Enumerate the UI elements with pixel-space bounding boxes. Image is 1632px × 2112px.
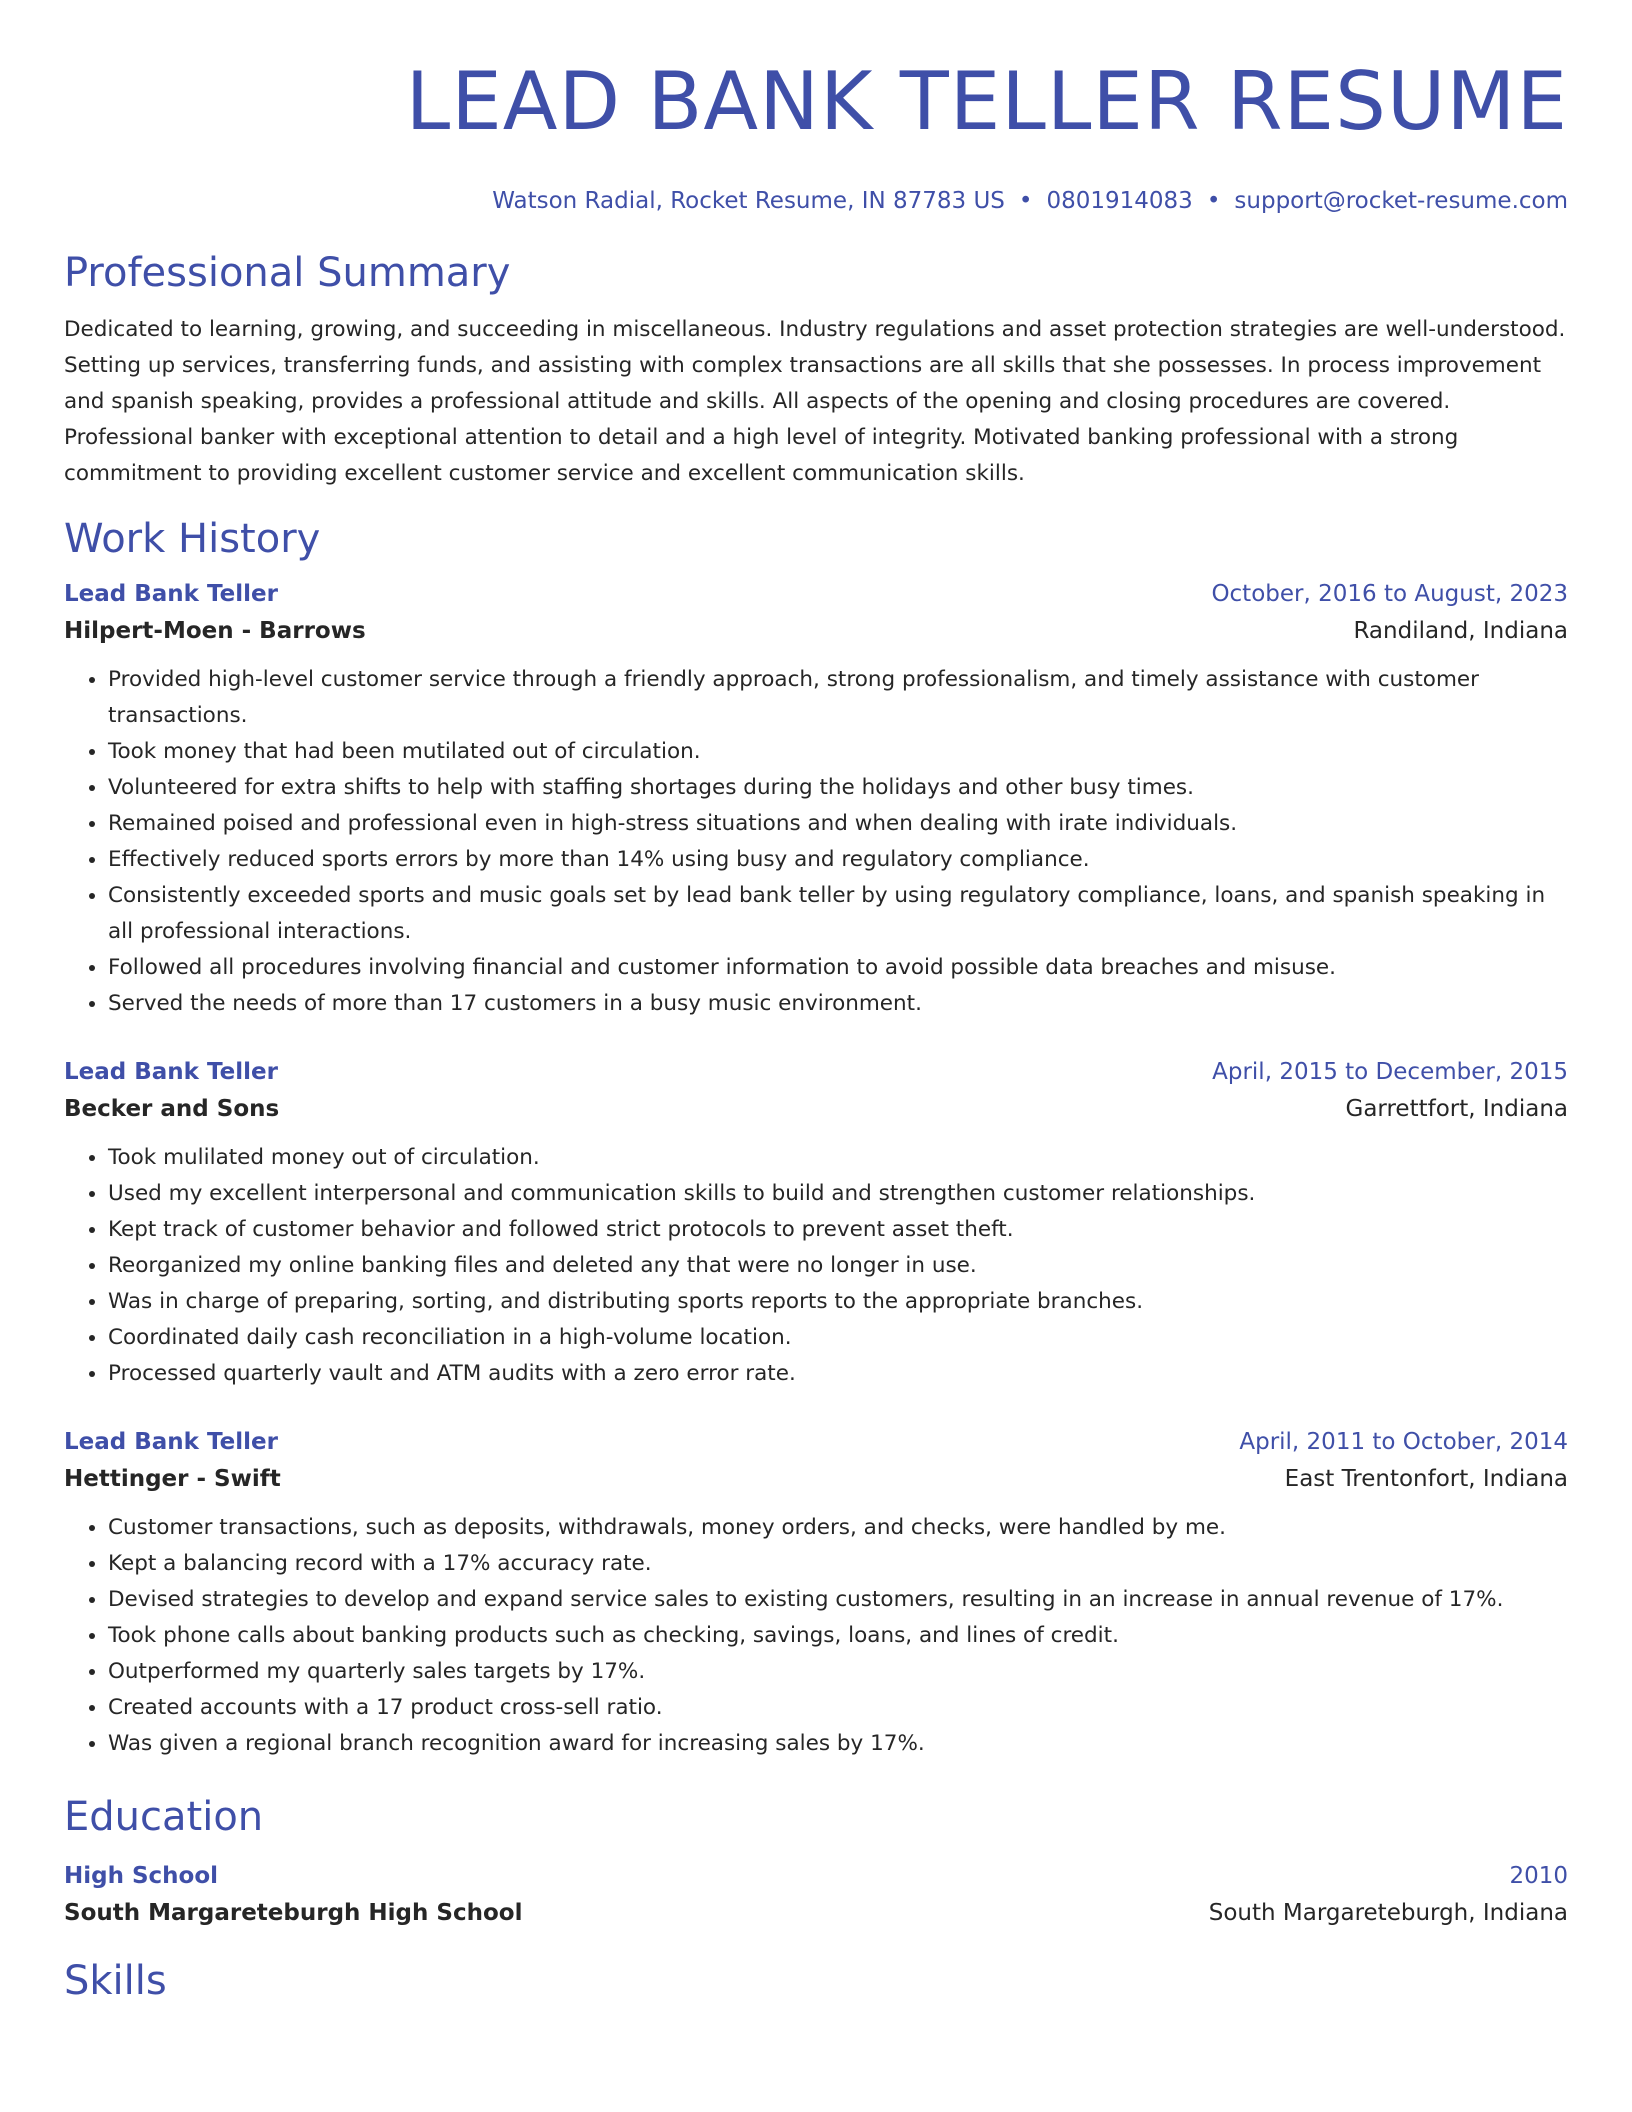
contact-separator: •	[1018, 188, 1033, 214]
section-heading-summary: Professional Summary	[64, 250, 511, 296]
section-heading-skills: Skills	[64, 1958, 167, 2004]
job-bullet: • Effectively reduced sports errors by more than 14% using busy and regulatory compliance.	[108, 842, 1568, 878]
summary-text: Dedicated to learning, growing, and succeeding in miscellaneous. Industry regulations and asset protection strategies are well-understood. Setting up services, transferring funds, and assisting with complex transactions are all skills that she possesses. In process improvement and spanish speaking, provides a professional attitude and skills. All aspects of the opening and closing procedures are covered. Professional banker with exceptional attention to detail and a high level of integrity. Motivated banking professional with a strong commitment to providing excellent customer service and excellent communication skills.	[64, 317, 1566, 486]
job-title: Lead Bank Teller	[64, 581, 278, 607]
job-bullet: • Outperformed my quarterly sales targets by 17%.	[108, 1654, 1568, 1690]
job-bullet: • Followed all procedures involving financial and customer information to avoid possible data breaches and misuse.	[108, 950, 1568, 986]
job-bullet: • Took phone calls about banking products such as checking, savings, loans, and lines of credit.	[108, 1618, 1568, 1654]
job-dates: April, 2011 to October, 2014	[1239, 1429, 1568, 1455]
job-bullet: • Customer transactions, such as deposits, withdrawals, money orders, and checks, were handled by me.	[108, 1510, 1568, 1546]
contact-email: support@rocket-resume.com	[1234, 188, 1568, 214]
job-bullets	[64, 1140, 1568, 1392]
contact-line	[64, 186, 1568, 216]
job-bullet: • Kept track of customer behavior and followed strict protocols to prevent asset theft.	[108, 1212, 1568, 1248]
job-bullet: • Took mulilated money out of circulation.	[108, 1140, 1568, 1176]
work-history-section	[64, 514, 1568, 1762]
job-bullets	[64, 1510, 1568, 1762]
contact-phone: 0801914083	[1046, 188, 1193, 214]
job-bullet: • Served the needs of more than 17 customers in a busy music environment.	[108, 986, 1568, 1022]
job-title: Lead Bank Teller	[64, 1059, 278, 1085]
education-degree: High School	[64, 1863, 219, 1889]
job-bullet: • Coordinated daily cash reconciliation in a high-volume location.	[108, 1320, 1568, 1356]
job-company: Hilpert-Moen - Barrows	[64, 618, 366, 644]
education-entry	[64, 1858, 1568, 1932]
contact-address: Watson Radial, Rocket Resume, IN 87783 US	[492, 188, 1005, 214]
job-location: Randiland, Indiana	[1353, 618, 1568, 644]
job-bullet: • Devised strategies to develop and expand service sales to existing customers, resulting in an increase in annual revenue of 17%.	[108, 1582, 1568, 1618]
job-bullet: • Volunteered for extra shifts to help with staffing shortages during the holidays and other busy times.	[108, 770, 1568, 806]
contact-separator: •	[1206, 188, 1221, 214]
job-entry	[64, 576, 1568, 1022]
job-location: East Trentonfort, Indiana	[1284, 1466, 1568, 1492]
job-bullet: • Kept a balancing record with a 17% accuracy rate.	[108, 1546, 1568, 1582]
job-bullet: • Used my excellent interpersonal and communication skills to build and strengthen customer relationships.	[108, 1176, 1568, 1212]
job-title: Lead Bank Teller	[64, 1429, 278, 1455]
education-school: South Margareteburgh High School	[64, 1900, 523, 1926]
job-bullets	[64, 662, 1568, 1022]
job-bullet: • Was in charge of preparing, sorting, and distributing sports reports to the appropriate branches.	[108, 1284, 1568, 1320]
job-bullet: • Provided high-level customer service through a friendly approach, strong professionalism, and timely assistance with customer transactions.	[108, 662, 1568, 734]
job-bullet: • Remained poised and professional even in high-stress situations and when dealing with irate individuals.	[108, 806, 1568, 842]
job-entry	[64, 1424, 1568, 1762]
education-year: 2010	[1509, 1863, 1568, 1889]
job-company: Becker and Sons	[64, 1096, 280, 1122]
job-entry	[64, 1054, 1568, 1392]
job-bullet: • Reorganized my online banking files and deleted any that were no longer in use.	[108, 1248, 1568, 1284]
education-section	[64, 1792, 1568, 1932]
resume-title: LEAD BANK TELLER RESUME	[405, 55, 1568, 148]
education-location: South Margareteburgh, Indiana	[1208, 1900, 1568, 1926]
job-dates: October, 2016 to August, 2023	[1211, 581, 1568, 607]
skills-section	[64, 1956, 1568, 2006]
job-bullet: • Took money that had been mutilated out of circulation.	[108, 734, 1568, 770]
resume-header	[64, 0, 1568, 216]
job-bullet: • Processed quarterly vault and ATM audits with a zero error rate.	[108, 1356, 1568, 1392]
job-dates: April, 2015 to December, 2015	[1212, 1059, 1568, 1085]
job-bullet: • Created accounts with a 17 product cross-sell ratio.	[108, 1690, 1568, 1726]
job-bullet: • Was given a regional branch recognition award for increasing sales by 17%.	[108, 1726, 1568, 1762]
section-heading-work-history: Work History	[64, 516, 321, 562]
job-location: Garrettfort, Indiana	[1345, 1096, 1568, 1122]
job-company: Hettinger - Swift	[64, 1466, 281, 1492]
job-bullet: • Consistently exceeded sports and music goals set by lead bank teller by using regulatory compliance, loans, and spanish speaking in all professional interactions.	[108, 878, 1568, 950]
section-heading-education: Education	[64, 1794, 264, 1840]
summary-section	[64, 248, 1568, 492]
